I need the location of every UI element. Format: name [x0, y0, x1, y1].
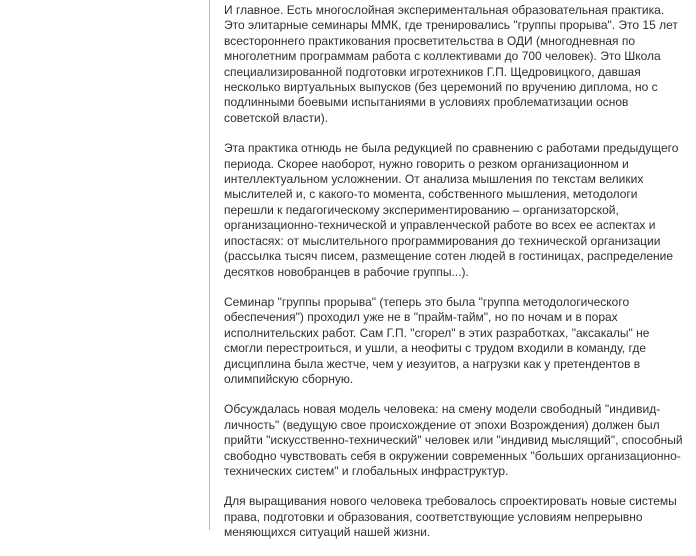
left-column-divider	[209, 0, 210, 530]
article-paragraph-1: И главное. Есть многослойная экспериментальная образовательная практика. Это элитарные семинары ММК, где тренировались "группы прорыва". Это 15 лет всестороннего практикования просветительства в ОДИ (многодневная по многолетним программам работа с коллективами до 700 человек). Это Школа специализированной подготовки игротехников Г.П. Щедровицкого, давшая несколько виртуальных выпусков (без церемоний по вручению диплома, но с подлинными боевыми испытаниями в условиях проблематизации основ советской власти).	[224, 3, 678, 125]
article-paragraph-3: Семинар "группы прорыва" (теперь это была "группа методологического обеспечения") проходил уже не в "прайм-тайм", но по ночам и в порах исполнительских работ. Сам Г.П. "сгорел" в этих разработках, "аксакалы" не смогли перестроиться, и ушли, а неофиты с трудом входили в команду, где дисциплина была жестче, чем у иезуитов, а нагрузки как у претендентов в олимпийскую сборную.	[224, 294, 650, 386]
article-paragraph-4: Обсуждалась новая модель человека: на смену модели свободный "индивид-личность" (ведущую свое происхождение от эпохи Возрождения) должен был прийти "искусственно-технический" человек или "индивид мыслящий", способный свободно чувствовать себя в окружении современных "больших организационно-технических систем" и глобальных инфраструктур.	[224, 402, 683, 478]
article-paragraph-2: Эта практика отнюдь не была редукцией по сравнению с работами предыдущего периода. Скорее наоборот, нужно говорить о резком организационном и интеллектуальном усложнении. От анализа мышления по текстам великих мыслителей и, с какого-то момента, собственного мышления, методологи перешли к педагогическому экспериментированию – организаторской, организационно-технической и управленческой работе во всех ее аспектах и ипостасях: от мыслительного программирования до технической организации (рассылка тысяч писем, размещение сотен людей в гостиницах, распределение десятков новобранцев в рабочие группы...).	[224, 141, 679, 279]
article-paragraph-5: Для выращивания нового человека требовалось спроектировать новые системы права, подготовки и образования, соответствующие условиям непрерывно меняющихся ситуаций нашей жизни.	[224, 494, 677, 540]
article-text	[224, 3, 686, 556]
